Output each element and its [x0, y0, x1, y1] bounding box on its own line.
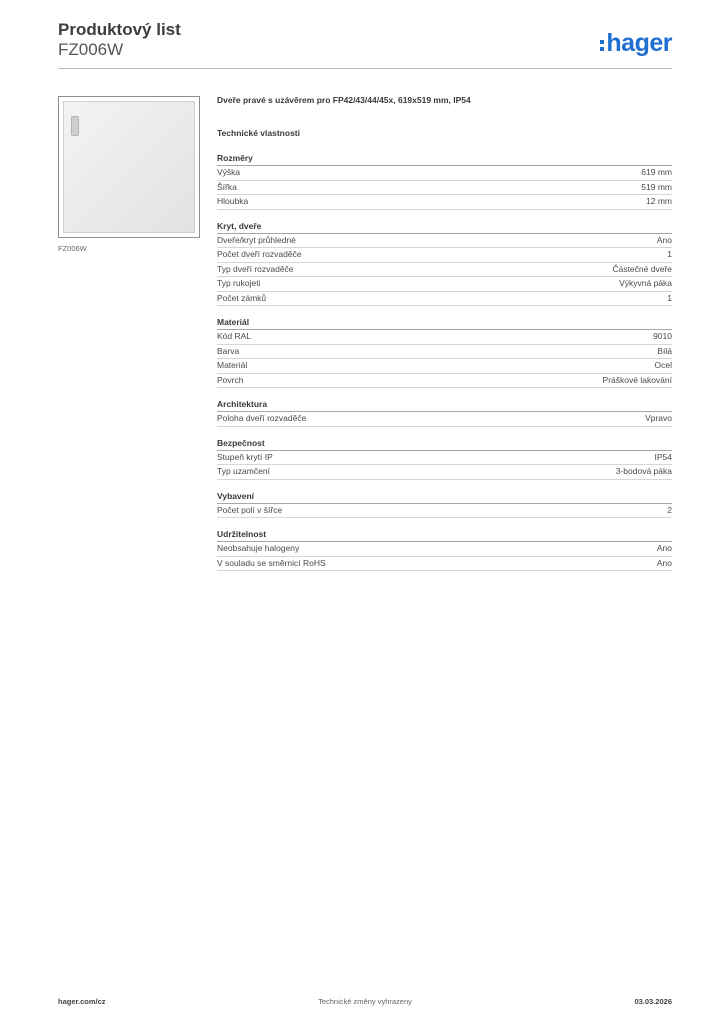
spec-row — [217, 195, 672, 210]
spec-section — [217, 399, 672, 427]
spec-value: Bílá — [657, 345, 672, 356]
header-divider — [58, 68, 672, 69]
spec-row — [217, 451, 672, 466]
door-handle-icon — [71, 116, 79, 136]
spec-label: Typ dveří rozvaděče — [217, 263, 294, 274]
spec-row — [217, 166, 672, 181]
spec-label: Počet zámků — [217, 292, 267, 303]
spec-label: Neobsahuje halogeny — [217, 543, 300, 553]
spec-row — [217, 181, 672, 196]
document-title: Produktový list — [58, 20, 181, 39]
spec-value: 1 — [667, 292, 672, 303]
spec-row — [217, 292, 672, 307]
spec-row — [217, 542, 672, 557]
hager-logo — [600, 30, 672, 56]
spec-section — [217, 221, 672, 307]
spec-value: Vpravo — [645, 413, 672, 423]
spec-label: Počet polí v šířce — [217, 504, 283, 515]
spec-label: Šířka — [217, 181, 237, 192]
spec-sections — [217, 153, 672, 571]
door-panel-image — [63, 101, 195, 233]
spec-label: Stupeň krytí IP — [217, 451, 273, 462]
product-description: Dveře pravé s uzávěrem pro FP42/43/44/45x, 619x519 mm, IP54 — [217, 95, 471, 105]
spec-section — [217, 317, 672, 388]
spec-label: Materiál — [217, 360, 248, 370]
section-title: Bezpečnost — [217, 438, 672, 451]
section-title: Vybavení — [217, 491, 672, 504]
spec-label: Hloubka — [217, 196, 249, 206]
section-title: Rozměry — [217, 153, 672, 166]
spec-row — [217, 557, 672, 572]
spec-row — [217, 412, 672, 427]
spec-row — [217, 263, 672, 278]
page-header — [58, 20, 672, 60]
spec-value: Práškové lakování — [602, 374, 672, 385]
footer-website-link[interactable]: hager.com/cz — [58, 997, 106, 1006]
spec-label: Typ rukojeti — [217, 278, 261, 288]
section-title: Architektura — [217, 399, 672, 412]
spec-label: Kód RAL — [217, 331, 252, 341]
spec-label: Barva — [217, 345, 240, 356]
spec-section — [217, 529, 672, 571]
spec-value: 2 — [667, 504, 672, 515]
spec-value: 619 mm — [641, 167, 672, 177]
spec-row — [217, 345, 672, 360]
spec-row — [217, 277, 672, 292]
spec-row — [217, 374, 672, 389]
image-caption: FZ006W — [58, 244, 87, 253]
spec-section — [217, 438, 672, 480]
spec-value: 9010 — [653, 331, 672, 341]
spec-value: Částečné dveře — [612, 263, 672, 274]
product-image — [58, 96, 200, 238]
spec-section — [217, 153, 672, 210]
spec-value: 1 — [667, 249, 672, 259]
spec-section — [217, 491, 672, 519]
spec-label: Dveře/kryt průhledné — [217, 234, 296, 245]
spec-value: 12 mm — [646, 196, 672, 206]
spec-value: IP54 — [654, 451, 672, 462]
spec-value: Ocel — [654, 360, 672, 370]
footer-date: 03.03.2026 — [634, 997, 672, 1006]
spec-row — [217, 248, 672, 263]
product-details — [217, 93, 672, 571]
spec-value: Výkyvná páka — [619, 278, 672, 288]
spec-label: Počet dveří rozvaděče — [217, 249, 302, 259]
spec-value: Ano — [656, 234, 672, 245]
section-title: Udržitelnost — [217, 529, 672, 542]
spec-label: Výška — [217, 167, 241, 177]
spec-label: V souladu se směrnicí RoHS — [217, 557, 326, 568]
spec-label: Povrch — [217, 374, 244, 385]
product-code: FZ006W — [58, 40, 124, 59]
spec-value: 3-bodová páka — [615, 466, 672, 476]
spec-value: 519 mm — [641, 181, 672, 192]
spec-row — [217, 359, 672, 374]
spec-label: Typ uzamčení — [217, 466, 270, 476]
spec-row — [217, 504, 672, 519]
spec-label: Poloha dveří rozvaděče — [217, 413, 307, 423]
logo-dots-icon — [600, 40, 604, 51]
section-title: Materiál — [217, 317, 672, 330]
spec-value: Ano — [656, 557, 672, 568]
spec-value: Ano — [656, 543, 672, 553]
spec-row — [217, 330, 672, 345]
section-title: Kryt, dveře — [217, 221, 672, 234]
technical-properties-title: Technické vlastnosti — [217, 128, 300, 138]
spec-row — [217, 465, 672, 480]
logo-text: hager — [606, 29, 672, 57]
footer-notice: Technické změny vyhrazeny — [318, 997, 412, 1006]
spec-row — [217, 234, 672, 249]
